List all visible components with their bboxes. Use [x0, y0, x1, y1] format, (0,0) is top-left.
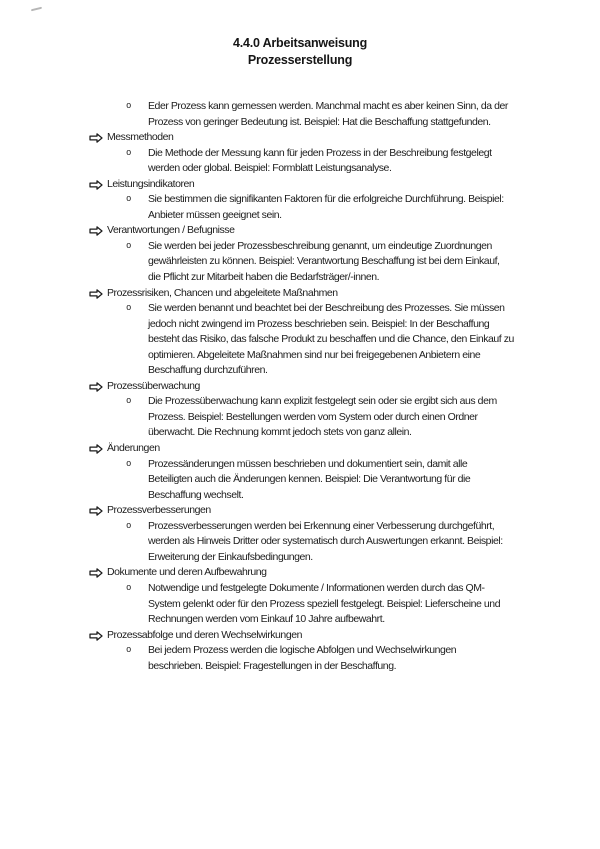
list-item-text: Beteiligten auch die Änderungen kennen. Beispiel: Die Verantwortung für die [148, 473, 471, 486]
list-line [0, 146, 600, 162]
arrow-bullet-icon [89, 444, 103, 454]
list-line [0, 643, 600, 659]
list-item-text: jedoch nicht zwingend im Prozess beschrieben sein. Beispiel: In der Beschaffung [148, 317, 490, 330]
list-line [0, 301, 600, 317]
list-item-text: Anbieter müssen geeignet sein. [148, 208, 282, 221]
list-item-heading: Dokumente und deren Aufbewahrung [107, 566, 267, 579]
list-line [0, 565, 600, 581]
circle-bullet-icon: o [126, 240, 132, 251]
arrow-bullet-icon [89, 133, 103, 143]
list-item-text: Notwendige und festgelegte Dokumente / Informationen werden durch das QM- [148, 581, 485, 594]
arrow-bullet-icon [89, 180, 103, 190]
list-item-heading: Leistungsindikatoren [107, 177, 195, 190]
list-line [0, 488, 600, 504]
circle-bullet-icon: o [126, 582, 132, 593]
list-line [0, 472, 600, 488]
list-line [0, 286, 600, 302]
list-line [0, 254, 600, 270]
list-item-heading: Prozessabfolge und deren Wechselwirkungen [107, 628, 302, 641]
list-line [0, 597, 600, 613]
list-line [0, 192, 600, 208]
list-item-text: Sie werden bei jeder Prozessbeschreibung genannt, um eindeutige Zuordnungen [148, 239, 492, 252]
circle-bullet-icon: o [126, 458, 132, 469]
list-item-text: System gelenkt oder für den Prozess speziell festgelegt. Beispiel: Lieferscheine und [148, 597, 501, 610]
circle-bullet-icon: o [126, 101, 132, 111]
list-item-text: Bei jedem Prozess werden die logische Abfolgen und Wechselwirkungen [148, 644, 457, 657]
list-item-text: Beschaffung durchzuführen. [148, 364, 268, 377]
list-line [0, 550, 600, 566]
list-line [0, 208, 600, 224]
title-line-2: Prozesserstellung [247, 53, 353, 68]
circle-bullet-icon: o [126, 645, 132, 656]
list-item-heading: Messmethoden [107, 131, 174, 144]
arrow-bullet-icon [89, 506, 103, 516]
list-line [0, 519, 600, 535]
circle-bullet-icon: o [126, 396, 132, 407]
list-line [0, 363, 600, 379]
title-line-1: 4.4.0 Arbeitsanweisung [232, 36, 368, 50]
list-line [0, 130, 600, 146]
list-line [0, 394, 600, 410]
list-item-text: werden oder global. Beispiel: Formblatt Leistungsanalyse. [148, 162, 392, 175]
list-item-heading: Prozessüberwachung [107, 379, 200, 392]
list-line [0, 379, 600, 395]
list-item-text: Erweiterung der Einkaufsbedingungen. [148, 550, 313, 563]
list-line [0, 332, 600, 348]
list-line [0, 115, 600, 131]
list-line [0, 223, 600, 239]
list-item-text: Prozessänderungen müssen beschrieben und dokumentiert sein, damit alle [148, 457, 468, 470]
list-line [0, 581, 600, 597]
list-line [0, 161, 600, 177]
list-item-text: optimieren. Abgeleitete Maßnahmen sind nur bei freigegebenen Anbietern eine [148, 348, 481, 361]
list-line [0, 457, 600, 473]
bullet-list [0, 99, 600, 674]
list-line [0, 177, 600, 193]
circle-bullet-icon: o [126, 520, 132, 531]
list-item-heading: Prozessrisiken, Chancen und abgeleitete Maßnahmen [107, 286, 338, 299]
circle-bullet-icon: o [126, 303, 132, 314]
arrow-bullet-icon [89, 382, 103, 392]
document-title [0, 35, 600, 70]
list-line [0, 410, 600, 426]
list-item-text: Beschaffung wechselt. [148, 488, 244, 501]
list-item-text: Die Prozessüberwachung kann explizit festgelegt sein oder sie ergibt sich aus dem [148, 395, 497, 408]
list-line [0, 348, 600, 364]
list-line [0, 317, 600, 333]
list-line [0, 503, 600, 519]
list-line [0, 612, 600, 628]
list-item-text: Prozess. Beispiel: Bestellungen werden vom System oder durch einen Ordner [148, 410, 478, 423]
arrow-bullet-icon [89, 226, 103, 236]
list-item-text: Sie bestimmen die signifikanten Faktoren für die erfolgreiche Durchführung. Beispiel: [148, 193, 504, 206]
list-item-text: gewährleisten zu können. Beispiel: Verantwortung Beschaffung ist bei dem Einkauf, [148, 255, 500, 268]
list-item-text: werden als Hinweis Dritter oder systematisch durch Auswertungen erkannt. Beispiel: [148, 535, 503, 548]
list-line [0, 239, 600, 255]
list-item-text: Rechnungen werden vom Einkauf 10 Jahre aufbewahrt. [148, 613, 385, 626]
list-line [0, 425, 600, 441]
list-item-text: Eder Prozess kann gemessen werden. Manchmal macht es aber keinen Sinn, da der [148, 100, 508, 112]
list-item-text: überwacht. Die Rechnung kommt jedoch stets von ganz allein. [148, 426, 412, 439]
scan-artifact-mark [31, 7, 42, 12]
list-line [0, 99, 600, 115]
list-item-heading: Änderungen [107, 442, 160, 455]
list-item-text: Sie werden benannt und beachtet bei der Beschreibung des Prozesses. Sie müssen [148, 302, 505, 315]
list-item-text: beschrieben. Beispiel: Fragestellungen in der Beschaffung. [148, 659, 397, 672]
list-item-text: die Pflicht zur Mitarbeit haben die Bedarfsträger/-innen. [148, 271, 380, 284]
list-item-text: Prozessverbesserungen werden bei Erkennung einer Verbesserung durchgeführt, [148, 519, 495, 532]
circle-bullet-icon: o [126, 194, 132, 205]
arrow-bullet-icon [89, 631, 103, 641]
list-item-text: Die Methode der Messung kann für jeden Prozess in der Beschreibung festgelegt [148, 146, 492, 159]
circle-bullet-icon: o [126, 147, 132, 158]
list-item-heading: Prozessverbesserungen [107, 504, 211, 517]
arrow-bullet-icon [89, 568, 103, 578]
list-line [0, 270, 600, 286]
list-line [0, 534, 600, 550]
list-line [0, 659, 600, 675]
list-line [0, 628, 600, 644]
list-item-heading: Verantwortungen / Befugnisse [107, 224, 235, 237]
list-item-text: Prozess von geringer Bedeutung ist. Beispiel: Hat die Beschaffung stattgefunden. [148, 115, 491, 128]
list-item-text: besteht das Risiko, das falsche Produkt zu beschaffen und die Chance, den Einkauf zu [148, 333, 514, 346]
arrow-bullet-icon [89, 289, 103, 299]
list-line [0, 441, 600, 457]
